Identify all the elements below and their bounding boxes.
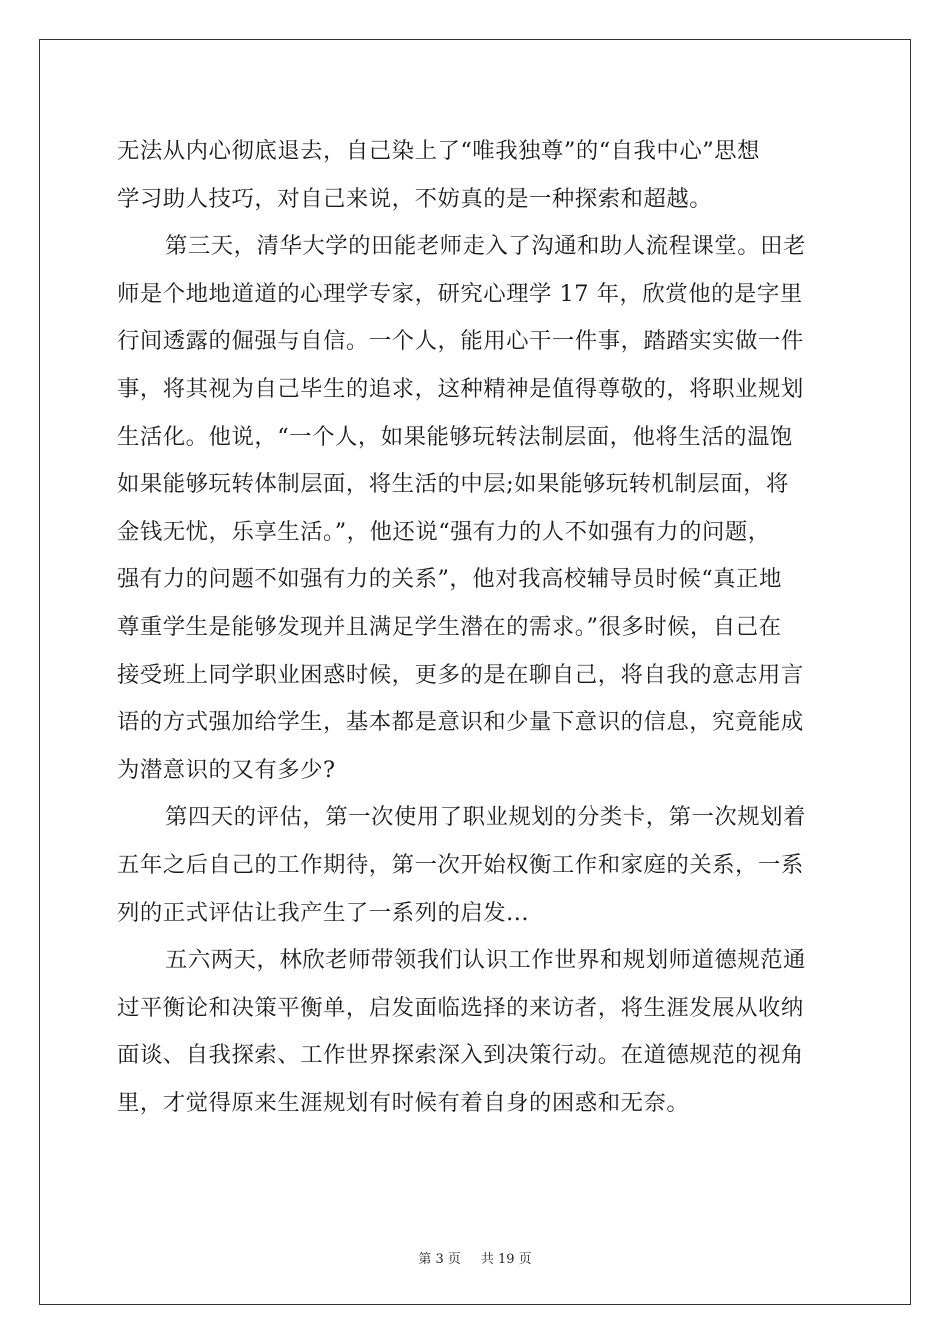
text-line: 学习助人技巧，对自己来说，不妨真的是一种探索和超越。 xyxy=(117,185,713,212)
total-pages: 共 19 页 xyxy=(480,1252,532,1267)
text-line: 师是个地地道道的心理学专家，研究心理学 17 年，欣赏他的是字里 xyxy=(117,280,803,307)
paragraph-start-line: 第三天，清华大学的田能老师走入了沟通和助人流程课堂。田老 xyxy=(165,233,806,260)
text-line: 接受班上同学职业困惑时候，更多的是在聊自己，将自我的意志用言 xyxy=(117,661,804,688)
page-footer xyxy=(0,1248,950,1267)
paragraph-start-line: 五六两天，林欣老师带领我们认识工作世界和规划师道德规范通 xyxy=(165,947,806,974)
text-line: 生活化。他说，“一个人，如果能够玩转法制层面，他将生活的温饱 xyxy=(117,423,793,450)
text-line: 过平衡论和决策平衡单，启发面临选择的来访者，将生涯发展从收纳 xyxy=(117,994,804,1021)
text-line: 事，将其视为自己毕生的追求，这种精神是值得尊敬的，将职业规划 xyxy=(117,375,804,402)
text-line: 里，才觉得原来生涯规划有时候有着自身的困惑和无奈。 xyxy=(117,1089,690,1116)
text-line: 强有力的问题不如强有力的关系”，他对我高校辅导员时候“真正地 xyxy=(117,566,782,593)
text-line: 列的正式评估让我产生了一系列的启发... xyxy=(117,899,529,926)
paragraph-start-line: 第四天的评估，第一次使用了职业规划的分类卡，第一次规划着 xyxy=(165,804,806,831)
text-line: 面谈、自我探索、工作世界探索深入到决策行动。在道德规范的视角 xyxy=(117,1042,804,1069)
text-line: 如果能够玩转体制层面，将生活的中层;如果能够玩转机制层面，将 xyxy=(117,471,789,498)
text-line: 金钱无忧，乐享生活。”，他还说“强有力的人不如强有力的问题， xyxy=(117,518,771,545)
text-line: 无法从内心彻底退去，自己染上了“唯我独尊”的“自我中心”思想 xyxy=(117,138,760,164)
text-line: 尊重学生是能够发现并且满足学生潜在的需求。”很多时候，自己在 xyxy=(117,613,782,640)
text-line: 行间透露的倔强与自信。一个人，能用心干一件事，踏踏实实做一件 xyxy=(117,328,804,355)
document-body xyxy=(117,128,837,1127)
text-line: 语的方式强加给学生，基本都是意识和少量下意识的信息，究竟能成 xyxy=(117,709,804,736)
page-number: 第 3 页 xyxy=(418,1252,461,1267)
text-line: 为潜意识的又有多少? xyxy=(117,756,336,783)
text-line: 五年之后自己的工作期待，第一次开始权衡工作和家庭的关系，一系 xyxy=(117,851,804,878)
